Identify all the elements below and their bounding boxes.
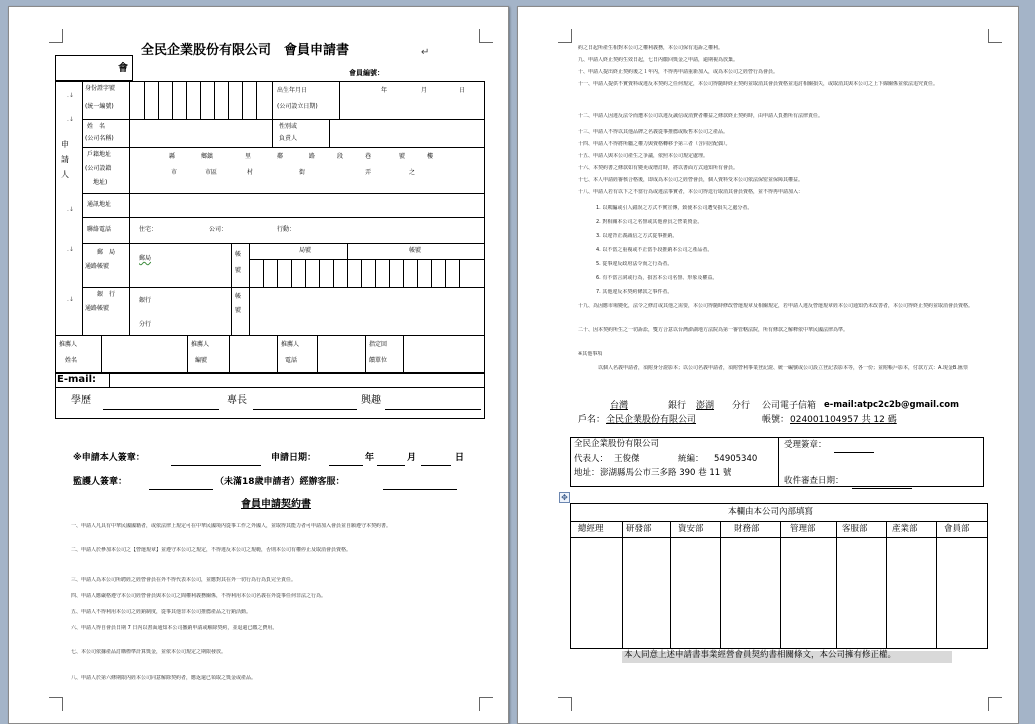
sub-item: 4. 以不當之重複或不正當手段推銷本公司之產品者。 (596, 247, 713, 253)
bank-account-label: 通路帳號 (85, 305, 110, 312)
addr-part: 樓 (427, 153, 434, 160)
company-name-label: (公司名稱) (85, 135, 114, 142)
extra-info-box (55, 373, 485, 419)
scrollbar-track[interactable] (1019, 0, 1035, 724)
account-number-label: 帳號： (762, 415, 790, 425)
account-char: 帳 (235, 293, 242, 300)
recommender-name-label: 姓名 (65, 357, 78, 364)
contract-clause: 九、申請人終止契約生效日起，七日內繳回獎金之申請，逾期視為放棄。 (578, 57, 739, 63)
mailing-address-label: 通訊地址 (87, 201, 112, 208)
col-security: 資安部 (678, 524, 704, 534)
contract-clause: 十二、申請人因違反法令而遭本公司以違反誠信或消費者權益之條款終止契約時，由申請人負擔所有法律責任。 (578, 113, 824, 119)
received-signature-label: 受理簽章： (784, 440, 827, 450)
address-label: 地址) (93, 179, 108, 186)
crop-mark (49, 29, 63, 43)
addr-part: 號 (399, 153, 406, 160)
addr-part: 路 (309, 153, 316, 160)
sub-item: 3. 以違背正義誠信之方式從事推銷。 (596, 233, 678, 239)
recommender-phone-label: 推薦人 (281, 341, 300, 348)
bank-suffix: 銀行 (668, 401, 687, 411)
contract-clause: 十五、申請人與本公司產生之爭議，依照本公司規定處理。 (578, 153, 709, 159)
tax-id-label: 統編： (678, 454, 704, 464)
review-date-label: 收件審查日期： (784, 476, 844, 486)
address-label: 地址： (574, 468, 600, 478)
contract-clause: 十三、申請人不得以其他品牌之名義從事推薦或販售本公司之產品。 (578, 129, 729, 135)
addr-part: 之 (409, 169, 416, 176)
contract-clause: 十九、為因應市場變化，法令之修訂或其他之需要，本公司得隨時修改營運規章及相關規定，若申請人違反營運規章經本公司通知仍未改善者，本公司得終止契約並取消會員資格。 (578, 303, 974, 309)
company-address: 澎湖縣馬公市三多路 390 巷 11 號 (600, 468, 732, 478)
name-label: 姓 名 (87, 123, 106, 130)
col-customer-service: 客服部 (842, 524, 868, 534)
representative: 王俊傑 (614, 454, 640, 464)
guardian-signature-label: 監護人簽章： (73, 477, 128, 487)
other-matters-label: ※其他事項 (578, 351, 603, 357)
recommender-label: 推薦人 (59, 341, 78, 348)
owner-label: 負責人 (279, 135, 298, 142)
sub-item: 5. 從事違反政府法令而之行為者。 (596, 261, 673, 267)
designated-label: 指定回 (369, 341, 388, 348)
col-rnd: 研發部 (626, 524, 652, 534)
reg-address-label: 戶籍地址 (87, 151, 112, 158)
post-office-no-label: 局號 (299, 247, 312, 254)
member-stamp-box (55, 55, 133, 81)
crop-mark (49, 697, 63, 711)
date-day: 日 (455, 453, 465, 463)
col-industry: 產業部 (892, 524, 918, 534)
day-label: 日 (459, 87, 466, 94)
contract-clause: 一、申請人凡具有中華民國國籍者，或依法律上規定可在中華民國境內從事工作之外國人，並取得其能力者可申請加入會員並自願遵守本契約書。 (71, 523, 392, 529)
contract-clause: 四、申請人應嚴格遵守本公司經營會員與本公司之間權利義務關係，不得利用本公司名義在外從事任何非法之行為。 (71, 593, 327, 599)
recommender-no-sub: 編號 (195, 357, 208, 364)
recommender-no-label: 推薦人 (191, 341, 210, 348)
company-email: e-mail:atpc2c2b@gmail.com (824, 400, 959, 410)
branch-name-label: 分行 (139, 321, 152, 328)
addr-part: 市區 (205, 169, 218, 176)
post-office-label: 郵 局 (97, 249, 116, 256)
company-email-label: 公司電子信箱 (762, 401, 817, 411)
contract-clause: 十六、本契約書之條款如有變更或增訂時，將以書面方式通知所有會員。 (578, 165, 739, 171)
crop-mark (479, 697, 493, 711)
bank-name-label: 銀行 (139, 297, 152, 304)
branch-name: 澎湖 (696, 401, 715, 411)
contract-clause: 二、申請人於參加本公司之【營運規章】並遵守本公司之規定，不得違反本公司之規範，否則本公司有權停止及取消會員資格。 (71, 547, 352, 553)
col-management: 管理部 (790, 524, 816, 534)
account-holder: 全民企業股份有限公司 (606, 415, 697, 425)
contract-clause: 約之日起所產生相對本公司之權利義務，本公司保有追訴之權利。 (578, 45, 724, 51)
paragraph-mark: ↵ (421, 47, 430, 58)
recommender-phone-sub: 電話 (285, 357, 298, 364)
crop-mark (558, 29, 572, 43)
col-membership: 會員部 (944, 524, 970, 534)
contract-clause: 二十、因本契約所生之一切訴訟，雙方合意以台灣澎湖地方法院為第一審管轄法院，所有條款之解釋依中華民國法律為準。 (578, 327, 849, 333)
contract-clause: 十一、申請人提供不實資料或違反本契約之任何規定，本公司得隨時終止契約並取消其會員資格並追討相關損失，或取消其與本公司之上下線關係並依法追究責任。 (578, 81, 939, 87)
bank-label: 銀 行 (97, 291, 116, 298)
account-char: 號 (235, 307, 242, 314)
sub-item: 2. 對相關本公司之名譽或其他會員之營業資金。 (596, 219, 703, 225)
internal-table-title: 本欄由本公司內部填寫 (728, 507, 814, 517)
contract-clause: 五、申請人不得利用本公司之經銷制度，從事其他非本公司推薦產品之行銷活動。 (71, 609, 252, 615)
addr-part: 市 (171, 169, 178, 176)
id-number-label: 身份證字號 (85, 85, 116, 92)
apply-date-label: 申請日期： (271, 453, 317, 463)
company-reg-label: (公司設籍 (85, 165, 112, 172)
gender-label: 性別或 (279, 123, 298, 130)
addr-part: 鄰 (277, 153, 284, 160)
email-label: E-mail: (57, 374, 97, 385)
contract-clause: 十八、申請人若有以下之不當行為或違法事實者，本公司得逕行取消其會員資格，並不得再申請加入： (578, 189, 804, 195)
education-label: 學歷 (71, 395, 91, 406)
account-char: 號 (235, 267, 242, 274)
applicant-side-label: 申請人 (61, 140, 69, 180)
other-matters-text: 以個人名義申請者，須附身分證影本；以公司名義申請者，須附營利事業登記證、統一編號或公司設立登記表影本等，各一份；並附帳戶影本，付款方式：A.現金B.匯票 (598, 365, 968, 371)
mobile-phone-label: 行動： (277, 226, 296, 233)
contract-title: 會員申請契約書 (241, 499, 311, 510)
addr-part: 里 (245, 153, 252, 160)
hobby-label: 興趣 (361, 395, 381, 406)
crop-mark (988, 697, 1002, 711)
office-phone-label: 公司： (209, 226, 228, 233)
unified-number-label: (統一編號) (85, 103, 114, 110)
crop-mark (988, 29, 1002, 43)
date-year: 年 (365, 453, 375, 463)
member-label: 會 (118, 63, 128, 74)
post-name: 郵局 (139, 255, 152, 262)
representative-label: 代表人： (574, 454, 609, 464)
tax-id: 54905340 (714, 454, 758, 464)
sub-item: 6. 有不當言詞或行為，損害本公司名譽、形象及權益。 (596, 275, 718, 281)
addr-part: 弄 (365, 169, 372, 176)
contract-clause: 十七、本人申請經審核合格後，即成為本公司之經營會員，個人資料受本公司依法保密並保障其權益。 (578, 177, 804, 183)
contract-clause: 十四、申請人不得將所屬之權力與資格轉移予第三者（含同居配偶）。 (578, 141, 731, 147)
table-move-handle-icon[interactable]: ✥ (559, 492, 570, 503)
col-finance: 財務部 (734, 524, 760, 534)
center-label: 饋單位 (369, 357, 388, 364)
account-char: 帳 (235, 251, 242, 258)
addr-part: 村 (247, 169, 254, 176)
contract-clause: 六、申請人得自會員日期 7 日內以書面通知本公司撤銷申請或解除契約，並退還已繳之費用。 (71, 625, 278, 631)
agreement-footer: 本人同意上述申請書事業經營會員契約書相關條文，本公司擁有修正權。 (624, 650, 897, 660)
contract-clause: 十、申請人提出終止契約後之１年內，不得再申請重新加入，或為本公司之經營行為會員。 (578, 69, 779, 75)
crop-mark (558, 697, 572, 711)
account-number: 024001104957 共 12 碼 (790, 415, 897, 425)
col-general-manager: 總經理 (578, 524, 604, 534)
bank-name: 台灣 (610, 401, 629, 411)
branch-suffix: 分行 (732, 401, 751, 411)
sub-item: 7. 其他違反本契約條款之事件者。 (596, 289, 673, 295)
addr-part: 縣 (169, 153, 176, 160)
birth-date-label: 出生年月日 (277, 87, 308, 94)
applicant-table (55, 81, 485, 373)
addr-part: 街 (299, 169, 306, 176)
addr-part: 巷 (365, 153, 372, 160)
post-account-no-label: 帳號 (409, 247, 422, 254)
contract-clause: 八、申請人於第六條期限內經本公司同意解除契約者，應返還已領取之獎金或產品。 (71, 675, 257, 681)
applicant-signature-label: ※申請本人簽章： (73, 453, 145, 463)
member-number-label: 會員編號： (349, 69, 384, 77)
addr-part: 鄉鎮 (201, 153, 214, 160)
company-date-label: (公司設立日期) (277, 103, 318, 110)
contact-phone-label: 聯絡電話 (87, 226, 112, 233)
date-month: 月 (407, 453, 417, 463)
document-page-2 (517, 6, 1019, 724)
guardian-note: （未滿18歲申請者）經辦客服： (215, 477, 345, 487)
document-page-1: 會 全民企業股份有限公司 會員申請書 ↵ 會員編號： 申請人 .↓ .↓ .↓ .↓ .↓ 身份證字號 (統一編號) 出生年月日 (公司設立日期) 年 月 日 姓 名 (公司名稱) 性別或 負責人 戶籍地址 (公司設籍 地址) 縣 鄉鎮 里 鄰 路 段 巷 號 樓 市 市區 村 街 弄 之 通訊地址 聯絡電話 住宅： 公司： 行動： 郵 局 通路帳號 郵局 帳 號 局號 帳號 銀 行 通路帳號 銀行 分行 帳 號 推薦人 姓名 推薦人 編號 推薦人 電話 指定回 饋單位 E-mail: 學歷 專長 興趣 ※申請本人簽章： 申請日期： 年 月 日 監護人簽章： （未滿18歲申請者）經辦客服： 會員申請契約書 一、申請人凡具有中華民國國籍者，或依法律上規定可在中華民國境內從事工作之外國人，並取得其能力者可申請加入會員並自願遵守本契約書。 二、申請人於參加本公司之【營運規章】並遵守本公司之規定，不得違反本公司之規範，否則本公司有權停止及取消會員資格。 三、申請人為本公司所聘經之經營會員在外不得代表本公司，並應對其在外一切行為行為負完全責任。 四、申請人應嚴格遵守本公司經營會員與本公司之間權利義務關係，不得利用本公司名義在外從事任何非法之行為。 五、申請人不得利用本公司之經銷制度，從事其他非本公司推薦產品之行銷活動。 六、申請人得自會員日期 7 日內以書面通知本公司撤銷申請或解除契約，並退還已繳之費用。 七、本公司依據產品訂購標準計算獎金，並依本公司規定之期限發放。 八、申請人於第六條期限內經本公司同意解除契約者，應返還已領取之獎金或產品。 (8, 6, 509, 724)
crop-mark (479, 29, 493, 43)
addr-part: 段 (337, 153, 344, 160)
home-phone-label: 住宅： (139, 226, 158, 233)
contract-clause: 七、本公司依據產品訂購標準計算獎金，並依本公司規定之期限發放。 (71, 649, 227, 655)
post-account-label: 通路帳號 (85, 263, 110, 270)
month-label: 月 (421, 87, 428, 94)
year-label: 年 (381, 87, 388, 94)
company-name: 全民企業股份有限公司 (574, 439, 660, 449)
contract-clause: 三、申請人為本公司所聘經之經營會員在外不得代表本公司，並應對其在外一切行為行為負完全責任。 (71, 577, 297, 583)
form-title: 全民企業股份有限公司 會員申請書 (141, 43, 350, 58)
sub-item: 1. 以欺騙或引人錯誤之方式不實宣傳，致使本公司遭受損失之處分者。 (596, 205, 753, 211)
specialty-label: 專長 (227, 395, 247, 406)
account-holder-label: 戶名： (578, 415, 606, 425)
